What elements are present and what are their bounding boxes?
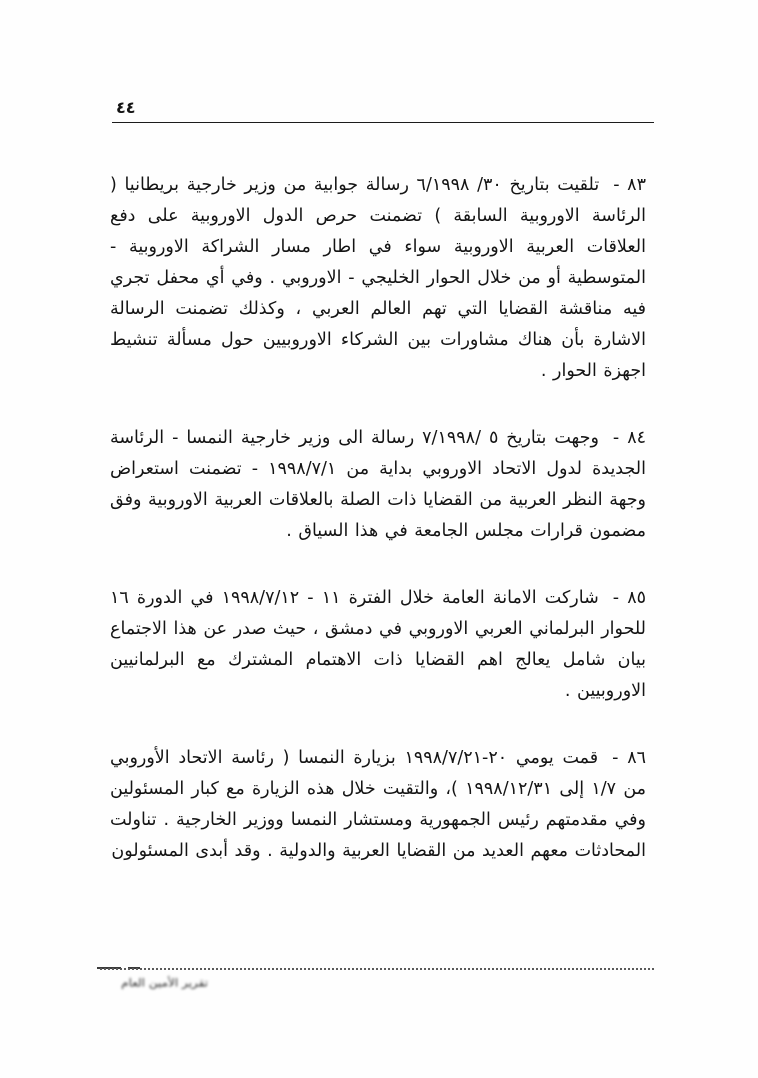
footer-stamp: تقرير الأمين العام: [121, 976, 208, 990]
paragraph-83: [110, 170, 646, 387]
document-body: [110, 170, 646, 867]
header-rule: [112, 122, 654, 123]
paragraph-85-number: ٨٥ -: [612, 588, 646, 608]
paragraph-85: [110, 583, 646, 707]
paragraph-83-number: ٨٣ -: [613, 175, 646, 195]
paragraph-83-text: تلقيت بتاريخ ٣٠/ ٦/١٩٩٨ رسالة جوابية من وزير خارجية بريطانيا ( الرئاسة الاوروبية السابقة ) تضمنت حرص الدول الاوروبية على دفع العلاقات العربية الاوروبية سواء في اطار مسار الشراكة الاوروبية - المتوسطية أو من خلال الحوار الخليجي - الاوروبي . وفي أي محفل تجري فيه مناقشة القضايا التي تهم العالم العربي ، وكذلك تضمنت الرسالة الاشارة بأن هناك مشاورات بين الشركاء الاوروبيين حول مسألة تنشيط اجهزة الحوار .: [110, 175, 646, 381]
paragraph-86: [110, 743, 646, 867]
footer-dotted-rule: [100, 968, 654, 970]
paragraph-84-number: ٨٤ -: [612, 428, 646, 448]
paragraph-86-number: ٨٦ -: [612, 748, 646, 768]
page-header: [112, 98, 654, 123]
page-number: ٤٤: [116, 98, 136, 117]
paragraph-84: [110, 423, 646, 547]
paragraph-86-text: قمت يومي ٢٠-١٩٩٨/٧/٢١ بزيارة النمسا ( رئاسة الاتحاد الأوروبي من ١/٧ إلى ١٩٩٨/١٢/٣١ )، والتقيت خلال هذه الزيارة مع كبار المسئولين وفي مقدمتهم رئيس الجمهورية ومستشار النمسا ووزير الخارجية . تناولت المحادثات معهم العديد من القضايا العربية والدولية . وقد أبدى المسئولون: [110, 748, 647, 861]
paragraph-85-text: شاركت الامانة العامة خلال الفترة ١١ - ١٩٩٨/٧/١٢ في الدورة ١٦ للحوار البرلماني العربي الاوروبي في دمشق ، حيث صدر عن هذا الاجتماع بيان شامل يعالج اهم القضايا ذات الاهتمام المشترك مع البرلمانيين الاوروبيين .: [110, 588, 646, 701]
paragraph-84-text: وجهت بتاريخ ٥ /٧/١٩٩٨ رسالة الى وزير خارجية النمسا - الرئاسة الجديدة لدول الاتحاد الاوروبي بداية من ١٩٩٨/٧/١ - تضمنت استعراض وجهة النظر العربية من القضايا ذات الصلة بالعلاقات العربية الاوروبية وفق مضمون قرارات مجلس الجامعة في هذا السياق .: [110, 428, 646, 541]
